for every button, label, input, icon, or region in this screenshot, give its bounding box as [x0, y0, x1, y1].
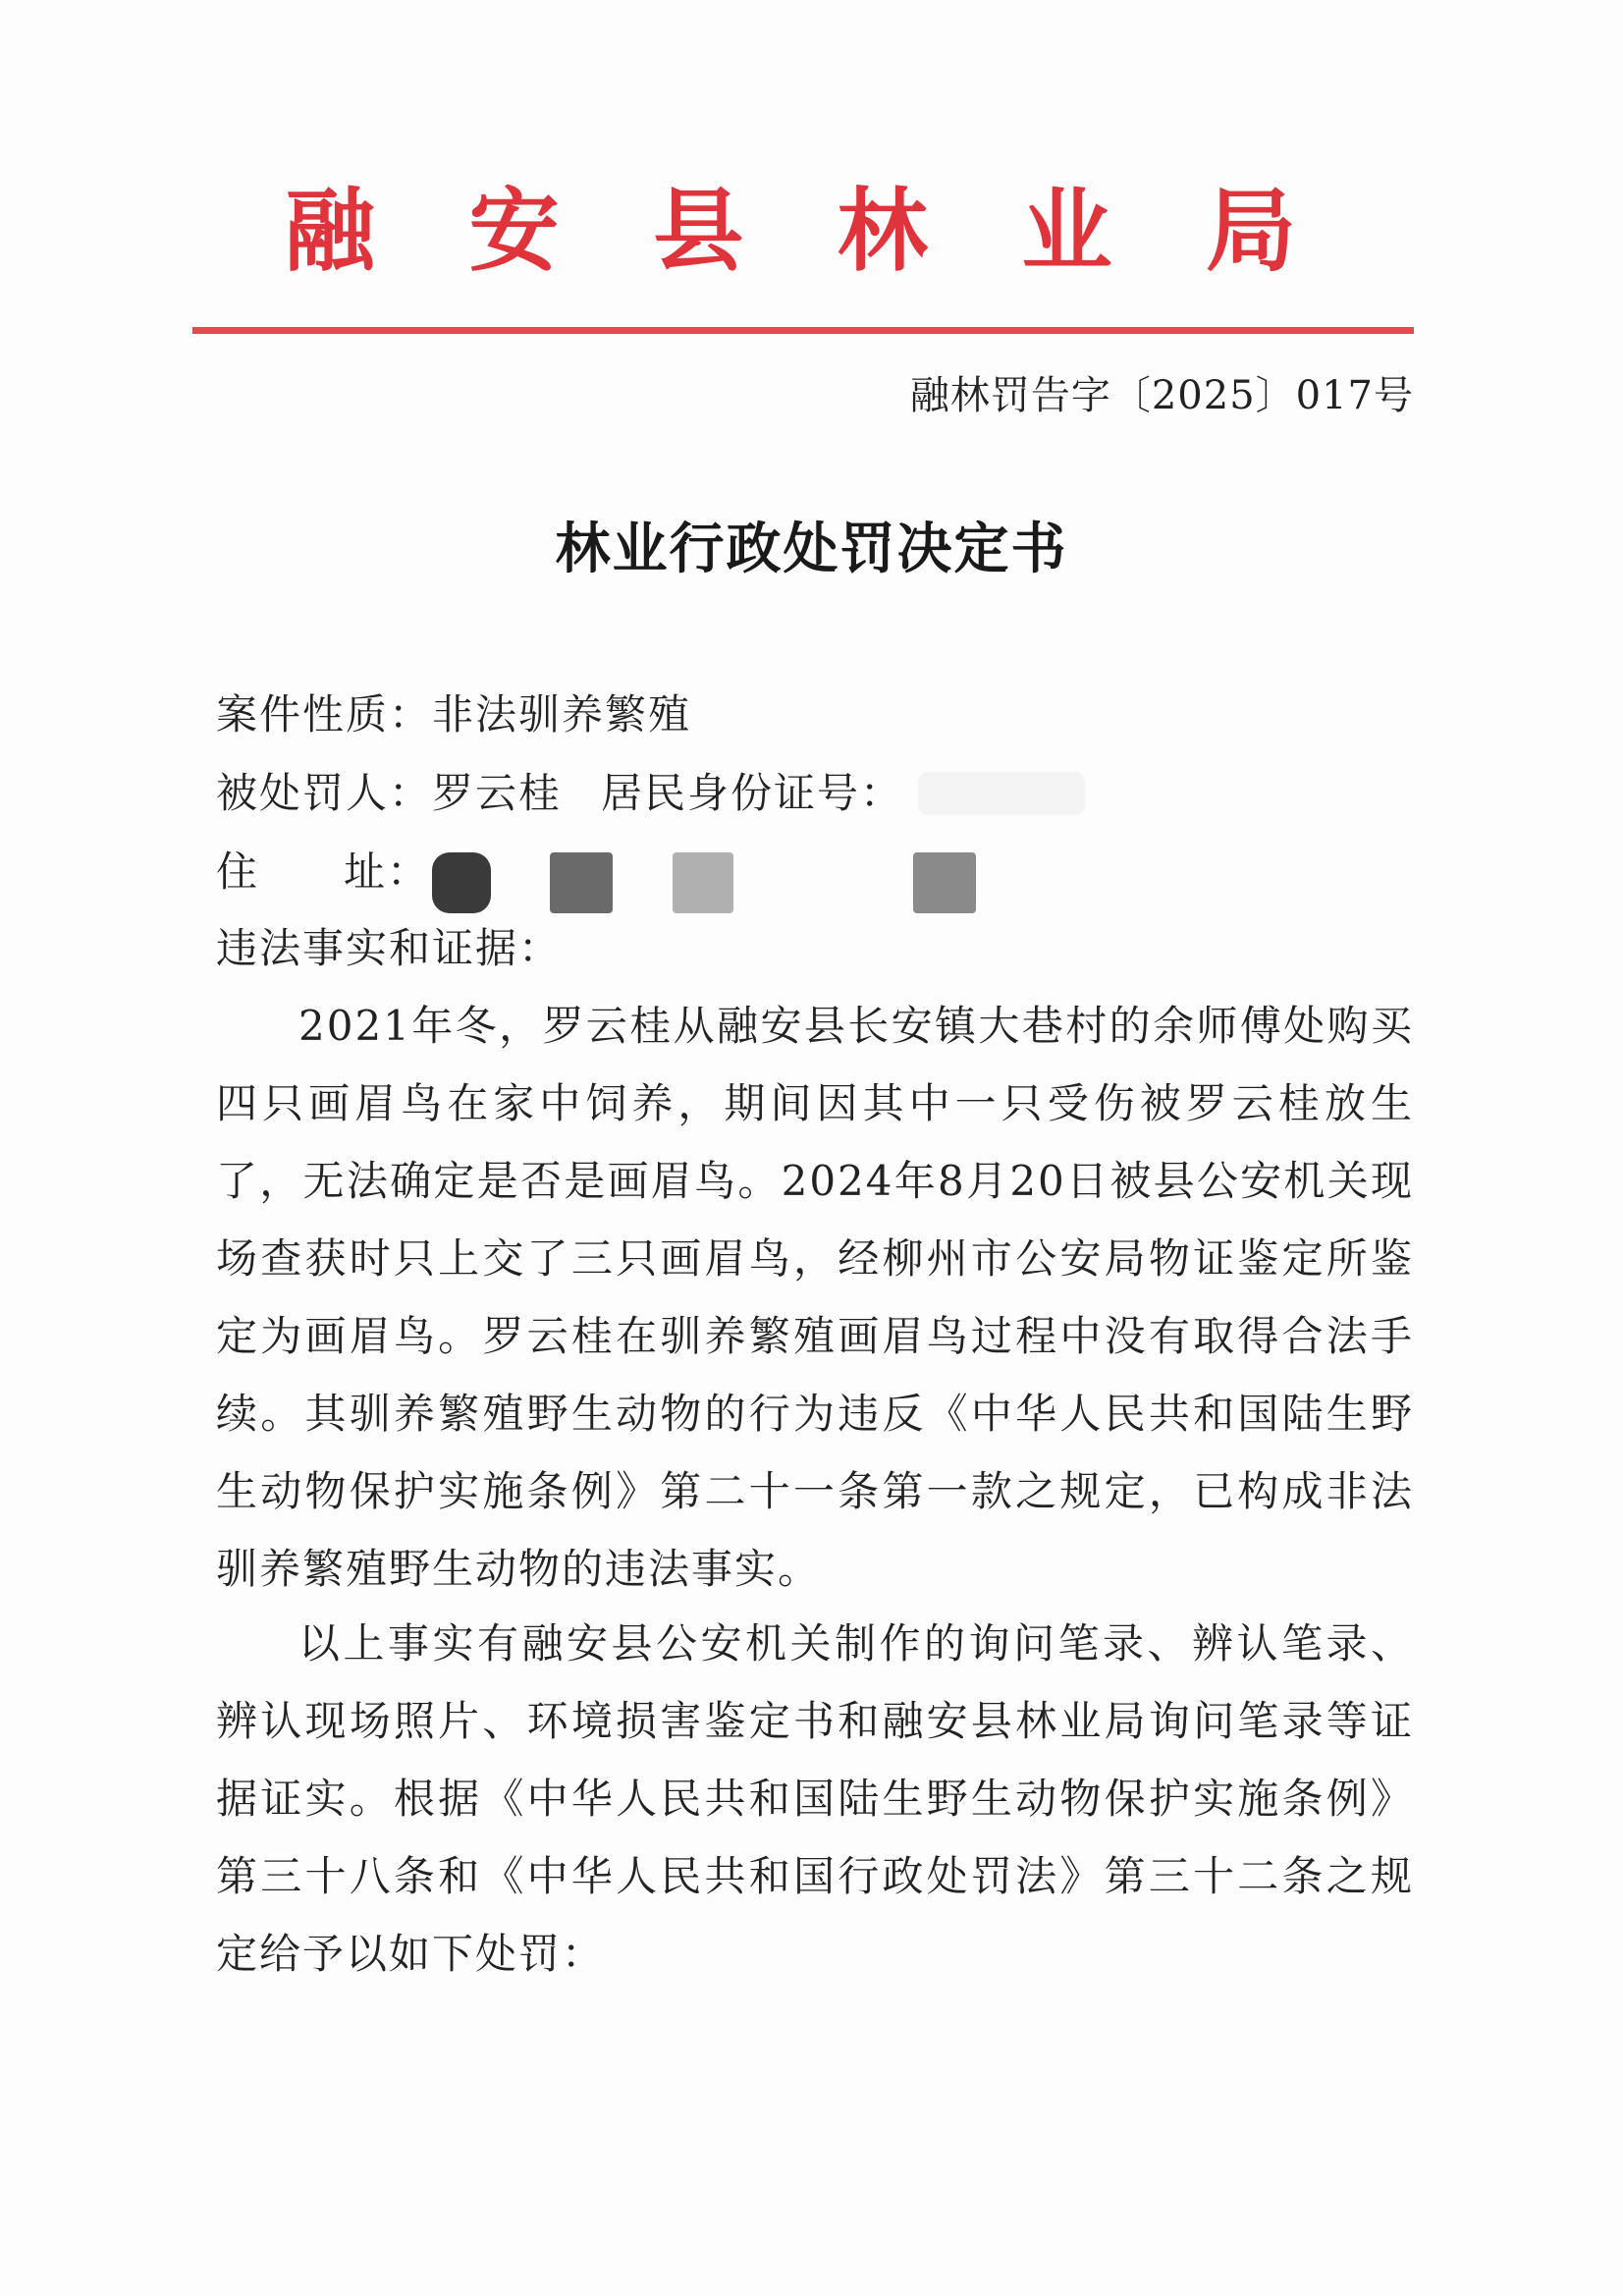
punished-person-line — [216, 766, 903, 821]
letterhead-char: 融 — [285, 178, 376, 284]
address-line — [216, 845, 430, 900]
punished-person-label: 被处罚人： — [216, 769, 433, 817]
document-title: 林业行政处罚决定书 — [555, 518, 1068, 581]
id-number-label: 居民身份证号： — [601, 769, 904, 817]
letterhead-char: 业 — [1021, 178, 1112, 284]
case-nature-value: 非法驯养繁殖 — [432, 690, 692, 738]
letterhead-char: 安 — [468, 178, 560, 284]
address-redaction — [432, 852, 491, 913]
address-label-second: 址： — [344, 847, 431, 896]
address-redaction — [550, 852, 613, 913]
evidence-paragraph: 以上事实有融安县公安机关制作的询问笔录、辨认笔录、辨认现场照片、环境损害鉴定书和融安县林业局询问笔录等证据证实。根据《中华人民共和国陆生野生动物保护实施条例》第三十八条和《中华人民共和国行政处罚法》第三十二条之规定给予以如下处罚： — [216, 1619, 1414, 1978]
letterhead-char: 县 — [653, 178, 744, 284]
address-label-first: 住 — [216, 847, 260, 896]
letterhead-divider — [192, 327, 1414, 334]
case-nature-line — [216, 687, 691, 742]
id-number-redaction — [918, 772, 1085, 815]
document-number: 融林罚告字〔2025〕017号 — [909, 373, 1414, 418]
letterhead-char: 局 — [1205, 178, 1296, 284]
facts-heading: 违法事实和证据： — [216, 924, 563, 972]
address-redaction — [913, 852, 976, 913]
punished-person-name: 罗云桂 — [432, 769, 563, 817]
address-redaction — [673, 852, 733, 913]
letterhead-char: 林 — [837, 178, 928, 284]
case-nature-label: 案件性质： — [216, 690, 433, 738]
facts-paragraph: 2021年冬，罗云桂从融安县长安镇大巷村的余师傅处购买四只画眉鸟在家中饲养，期间因其中一只受伤被罗云桂放生了，无法确定是否是画眉鸟。2024年8月20日被县公安机关现场查获时只上交了三只画眉鸟，经柳州市公安局物证鉴定所鉴定为画眉鸟。罗云桂在驯养繁殖画眉鸟过程中没有取得合法手续。其驯养繁殖野生动物的行为违反《中华人民共和国陆生野生动物保护实施条例》第二十一条第一款之规定，已构成非法驯养繁殖野生动物的违法事实。 — [216, 1002, 1414, 1593]
letterhead — [285, 177, 1296, 285]
